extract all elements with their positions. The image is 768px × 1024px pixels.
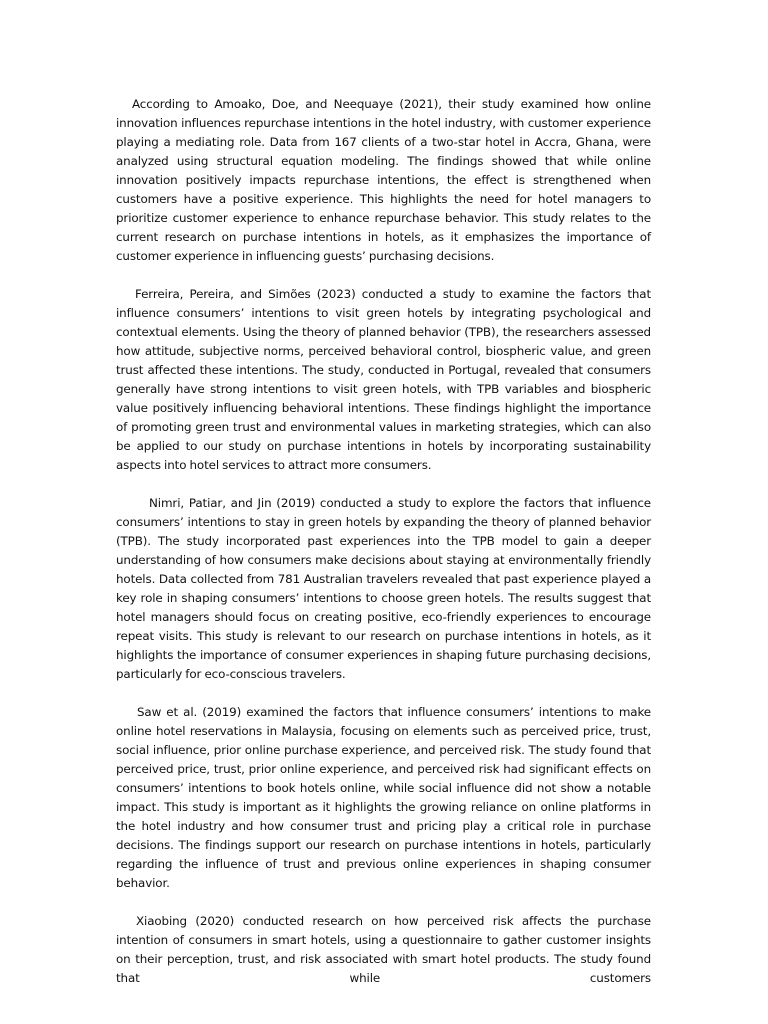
paragraph-saw: Saw et al. (2019) examined the factors that influence consumers’ intentions to make online hotel reservations in Malaysia, focusing on elements such as perceived price, trust, social influence, prior online purchase experience, and perceived risk. The study found that perceived price, trust, prior online experience, and perceived risk had significant effects on consumers’ intentions to book hotels online, while social influence did not show a notable impact. This study is important as it highlights the growing reliance on online platforms in the hotel industry and how consumer trust and pricing play a critical role in purchase decisions. The findings support our research on purchase intentions in hotels, particularly regarding the influence of trust and previous online experiences in shaping consumer behavior. [116, 705, 651, 890]
paragraph-xiaobing: Xiaobing (2020) conducted research on how perceived risk affects the purchase intention of consumers in smart hotels, using a questionnaire to gather customer insights on their perception, trust, and risk associated with smart hotel products. The study found that while customers [116, 914, 651, 985]
document-body [116, 95, 651, 988]
paragraph-nimri: Nimri, Patiar, and Jin (2019) conducted a study to explore the factors that influence consumers’ intentions to stay in green hotels by expanding the theory of planned behavior (TPB). The study incorporated past experiences into the TPB model to gain a deeper understanding of how consumers make decisions about staying at environmentally friendly hotels. Data collected from 781 Australian travelers revealed that past experience played a key role in shaping consumers’ intentions to choose green hotels. The results suggest that hotel managers should focus on creating positive, eco-friendly experiences to encourage repeat visits. This study is relevant to our research on purchase intentions in hotels, as it highlights the importance of consumer experiences in shaping future purchasing decisions, particularly for eco-conscious travelers. [116, 496, 651, 681]
paragraph-amoako: According to Amoako, Doe, and Neequaye (2021), their study examined how online innovation influences repurchase intentions in the hotel industry, with customer experience playing a mediating role. Data from 167 clients of a two-star hotel in Accra, Ghana, were analyzed using structural equation modeling. The findings showed that while online innovation positively impacts repurchase intentions, the effect is strengthened when customers have a positive experience. This highlights the need for hotel managers to prioritize customer experience to enhance repurchase behavior. This study relates to the current research on purchase intentions in hotels, as it emphasizes the importance of customer experience in influencing guests’ purchasing decisions. [116, 97, 651, 263]
paragraph-ferreira: Ferreira, Pereira, and Simões (2023) conducted a study to examine the factors that influence consumers’ intentions to visit green hotels by integrating psychological and contextual elements. Using the theory of planned behavior (TPB), the researchers assessed how attitude, subjective norms, perceived behavioral control, biospheric value, and green trust affected these intentions. The study, conducted in Portugal, revealed that consumers generally have strong intentions to visit green hotels, with TPB variables and biospheric value positively influencing behavioral intentions. These findings highlight the importance of promoting green trust and environmental values in marketing strategies, which can also be applied to our study on purchase intentions in hotels by incorporating sustainability aspects into hotel services to attract more consumers. [116, 287, 651, 472]
